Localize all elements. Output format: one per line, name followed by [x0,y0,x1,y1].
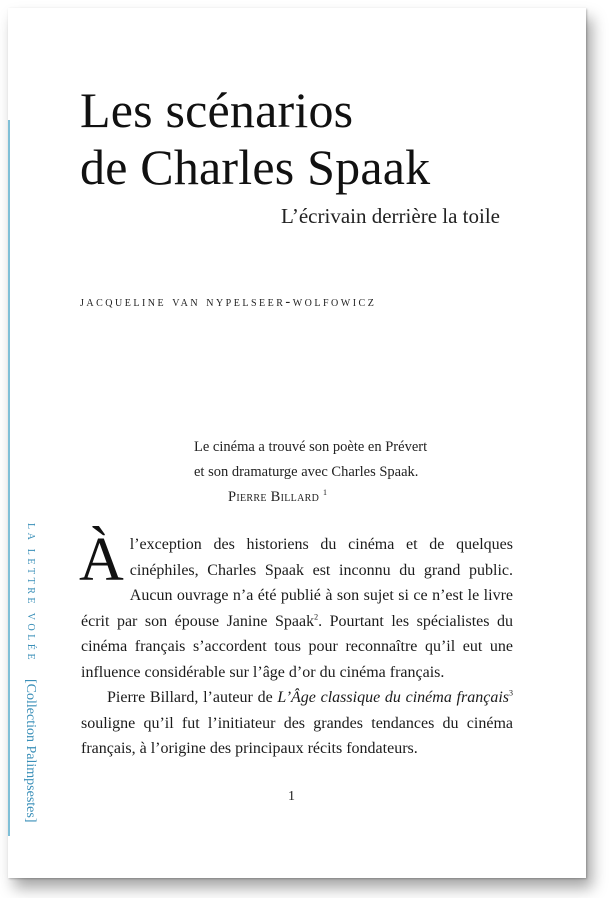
epigraph-attribution [194,485,514,510]
book-title [80,82,540,196]
footnote-marker-2: 2 [314,612,319,622]
epigraph-line-2: et son dramaturge avec Charles Spaak. [194,464,419,480]
book-reference: L’Âge classique du cinéma français [277,689,509,706]
spine-label [21,523,39,823]
book-page [8,8,586,878]
paragraph-2-text-a: Pierre Billard, l’auteur de [107,689,278,706]
epigraph [194,435,514,510]
series-name: LA LETTRE VOLÉE [25,523,36,664]
body-text [79,526,514,762]
footnote-marker-1: 1 [323,488,328,498]
collection-name: [Collection Palimpsestes] [23,679,38,823]
footnote-marker-3: 3 [509,688,513,698]
epigraph-line-1: Le cinéma a trouvé son poète en Prévert [194,439,428,455]
title-line-1: Les scénarios [80,82,354,138]
paragraph-1-text-a: l’exception des historiens du cinéma et de quelques cinéphiles, Charles Spaak est inconnu du grand public. Aucun ouvrage n’a été publié à son sujet si ce n’est le livre écrit par son épouse Janine Spaak [81,536,513,630]
paragraph-2 [81,685,513,762]
book-subtitle: L’écrivain derrière la toile [280,204,500,228]
spine-rule [8,120,10,836]
page-number: 1 [288,789,295,804]
author-name: jacqueline van nypelseer-wolfowicz [80,294,377,310]
paragraph-1-text-b: . Pourtant les spécialistes du cinéma français s’accordent tous pour reconnaître qu’il eut une influence considérable sur l’âge d’or du cinéma français. [81,612,514,681]
paragraph-1 [79,526,514,685]
title-line-2: de Charles Spaak [80,139,431,195]
epigraph-author: Pierre Billard [228,489,320,505]
paragraph-2-text-b: souligne qu’il fut l’initiateur des grandes tendances du cinéma français, à l’origine des principaux récits fondateurs. [81,714,513,757]
drop-cap: À [79,526,124,594]
